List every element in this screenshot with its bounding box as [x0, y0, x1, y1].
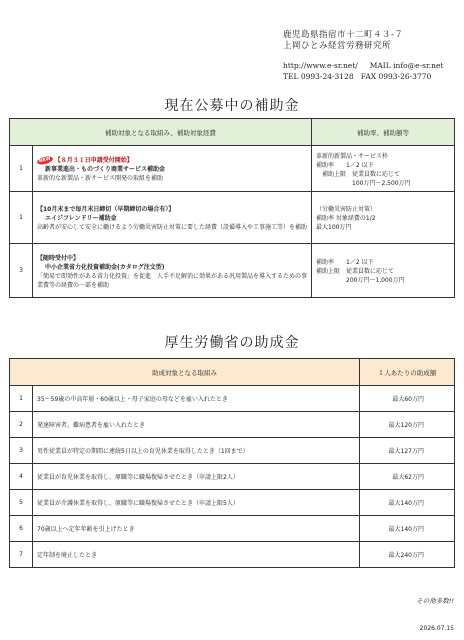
org-name: 上岡ひとみ経営労務研究所	[283, 41, 392, 51]
org-address: 鹿児島県指宿市十二町４３-７	[283, 30, 404, 40]
table-row	[10, 146, 455, 192]
rate-line: 最大100万円	[316, 224, 352, 231]
grant-amount: 最大62万円	[360, 464, 455, 490]
tel-number: TEL 0993-24-3128	[283, 72, 354, 81]
subsidy-section-title: 現在公募中の補助金	[164, 98, 300, 114]
row-index: 1	[10, 386, 33, 412]
rate-line: （労働災害防止対策）	[316, 206, 377, 213]
row-index: 1	[10, 192, 33, 244]
rate-cell	[312, 146, 455, 192]
table-row	[10, 464, 455, 490]
grant-description: 従業員が育児休業を取得し、原職等に職場復帰させたとき（申請上限2人）	[33, 464, 360, 490]
subsidy-description-cell	[33, 192, 312, 244]
rate-line: 補助上限 従業員数に応じて	[316, 268, 395, 275]
grant-amount: 最大140万円	[360, 490, 455, 516]
row-index: 3	[10, 244, 33, 298]
row-index: 7	[10, 542, 33, 568]
col-header-main: 助成対象となる取組み	[10, 359, 360, 386]
grant-amount: 最大120万円	[360, 412, 455, 438]
table-row	[10, 438, 455, 464]
row-index: 1	[10, 146, 33, 192]
grant-description: 定年制を廃止したとき	[33, 542, 360, 568]
row-index: 3	[10, 438, 33, 464]
deadline-tag: 【８月３１日申請受付開始】	[54, 157, 133, 164]
letterhead	[283, 30, 458, 82]
grant-amount: 最大140万円	[360, 516, 455, 542]
row-index: 4	[10, 464, 33, 490]
grant-section-title: 厚生労働省の助成金	[164, 335, 300, 351]
col-header-rate: 補助率、補助額等	[312, 119, 455, 146]
col-header-amount: １人あたりの助成額	[360, 359, 455, 386]
grant-description: 従業員が介護休業を取得し、原職等に職場復帰させたとき（申請上限5人）	[33, 490, 360, 516]
rate-line: 200万円～1,000万円	[316, 277, 405, 284]
rate-cell	[312, 244, 455, 298]
subsidy-desc: 高齢者が安心して安全に働けるよう労働災害防止対策に要した経費（設備導入や工事施工等）を補助	[37, 224, 308, 231]
subsidy-table-header	[10, 119, 455, 146]
new-badge: NEW	[36, 155, 53, 166]
rate-line: 補助率 1／2 以下	[316, 259, 374, 266]
subsidy-description-cell	[33, 146, 312, 192]
grant-amount: 最大60万円	[360, 386, 455, 412]
mail-address[interactable]: MAIL info@e-sr.net	[369, 61, 444, 70]
subsidy-name: 中小企業省力化投資補助金(カタログ注文型)	[45, 263, 165, 271]
row-index: 2	[10, 412, 33, 438]
rate-cell	[312, 192, 455, 244]
subsidy-desc: 「簡易で即効性がある省力化投資」を促進 人手不足解消に効果がある汎用製品を導入するための事業費等の経費の一部を補助	[37, 272, 308, 289]
subsidy-table	[9, 118, 455, 298]
contact-block	[283, 60, 458, 82]
grant-description: 男性従業員が特定の期間に連続5日以上の育児休業を取得したとき（1回まで）	[33, 438, 360, 464]
subsidy-desc: 革新的な新製品・新サービス開発の取組を補助	[37, 175, 164, 182]
grant-table	[9, 358, 455, 568]
rate-line: 補助率 対象経費の1/2	[316, 215, 376, 222]
deadline-tag: 【随時受付中】	[37, 254, 80, 262]
grant-table-header	[10, 359, 455, 386]
rate-line: 革新的新製品・サービス枠	[316, 152, 389, 160]
grant-description: 35～59歳の中高年層・60歳以上・母子家庭の母などを雇い入れたとき	[33, 386, 360, 412]
row-index: 6	[10, 516, 33, 542]
deadline-tag: 【10月末まで毎月末日締切（早期締切の場合有）】	[37, 206, 175, 213]
grant-description: 発達障害者、難病患者を雇い入れたとき	[33, 412, 360, 438]
table-row	[10, 490, 455, 516]
grant-amount: 最大240万円	[360, 542, 455, 568]
grant-amount: 最大127万円	[360, 438, 455, 464]
fax-number: FAX 0993-26-3770	[360, 72, 432, 81]
website-link[interactable]: http://www.e-sr.net/	[283, 61, 358, 70]
subsidy-name: エイジフレンドリー補助金	[45, 215, 117, 222]
col-header-main: 補助対象となる取組み、補助対象経費	[10, 119, 312, 146]
table-row	[10, 192, 455, 244]
rate-line: 補助率 1／2 以下	[316, 161, 374, 169]
table-row	[10, 386, 455, 412]
more-note: その他多数!!	[416, 597, 454, 605]
document-date: 2026.07.15	[419, 625, 454, 632]
row-index: 5	[10, 490, 33, 516]
table-row	[10, 412, 455, 438]
subsidy-name: 新事業進出・ものづくり商業サービス補助金	[45, 166, 166, 173]
table-row	[10, 516, 455, 542]
rate-line: 100万円～2,500万円	[316, 179, 411, 187]
rate-line: 補助上限 従業員数に応じて	[316, 170, 401, 178]
grant-description: 70歳以上へ定年年齢を引上げたとき	[33, 516, 360, 542]
subsidy-description-cell	[33, 244, 312, 298]
table-row	[10, 244, 455, 298]
table-row	[10, 542, 455, 568]
